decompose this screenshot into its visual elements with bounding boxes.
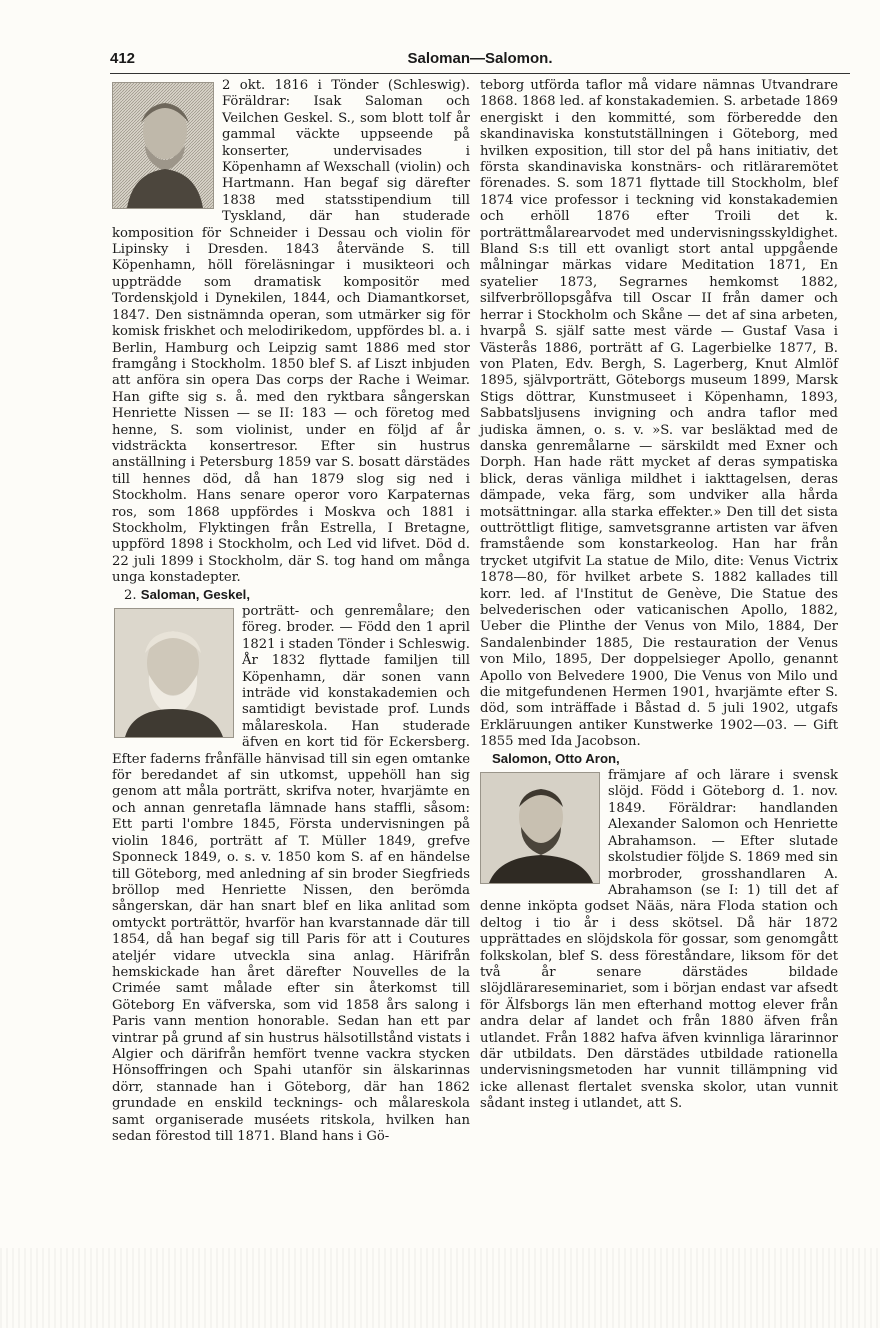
scan-texture xyxy=(0,1248,880,1328)
entry-3-heading xyxy=(480,751,838,768)
running-title: Saloman—Salomon. xyxy=(407,50,553,67)
portrait-icon xyxy=(114,608,234,738)
portrait-icon xyxy=(112,82,214,209)
entry-3-text: främjare af och lärare i svensk slöjd. Född i Göteborg d. 1. nov. 1849. Föräldrar: handlanden Alexander Salomon och Henriette Abrahamson. — Efter slutade skolstudier följde S. 1869 med sin morbroder, grosshandlaren A. Abrahamson (se I: 1) till det af denne inköpta godset Nääs, nära Floda station och deltog i tio år i dess skötsel. Då här 1872 upprättades en slöjdskola för gossar, som genomgått folkskolan, blef S. dess föreståndare, liksom för det två år senare därstädes bildade slöjdlärareseminariet, som i början endast var afsedt för Älfsborgs län men efterhand mottog elever från andra delar af landet och från 1880 äfven från utlandet. Från 1882 hafva äfven kvinnliga lärarinnor där utbildats. Den därstädes utbildade rationella undervisningsmetoden har vunnit tillämpning vid icke allenast flertalet svenska skolor, utan vunnit sådant insteg i utlandet, att S. xyxy=(480,768,838,1112)
portrait-icon xyxy=(480,772,600,884)
header-rule xyxy=(110,73,850,74)
entry-1-text: 2 okt. 1816 i Tönder (Schleswig). Föräldrar: Isak Saloman och Veilchen Geskel. S., som blott tolf år gammal väckte uppseende på konserter, undervisades i Köpenhamn af Wexschall (violin) och Hartmann. Han begaf sig därefter 1838 med statsstipendium till Tyskland, där han studerade komposition för Schneider i Dessau och violin för Lipinsky i Dresden. 1843 återvände S. till Köpenhamn, höll föreläsningar i musikteori och uppträdde som dramatisk kompositör med Tordenskjold i Dynekilen, 1844, och Diamantkorset, 1847. Den sistnämnda operan, som utmärker sig för komisk friskhet och melodirikedom, uppfördes bl. a. i Berlin, Hamburg och Leipzig samt 1886 med stor framgång i Stockholm. 1850 blef S. af Liszt inbjuden att anföra sin opera Das corps der Rache i Weimar. Han gifte sig s. å. med den ryktbara sångerskan Henriette Nissen — se II: 183 — och företog med henne, S. som violinist, under en följd af år vidsträckta konsertresor. Efter sin hustrus anställning i Petersburg 1859 var S. bosatt därstädes till hennes död, då han 1879 slog sig ned i Stockholm. Hans senare operor voro Karpaternas ros, som 1868 uppfördes i Moskva och 1881 i Stockholm, Flyktingen från Estrella, I Bretagne, uppförd 1898 i Stockholm, och Led vid lifvet. Död d. 22 juli 1899 i Stockholm, där S. tog hand om många unga konstadepter. xyxy=(112,78,470,586)
entry-2-text: porträtt- och genremålare; den föreg. broder. — Född den 1 april 1821 i staden Tönder i Schleswig. År 1832 flyttade familjen till Köpenhamn, där sonen vann inträde vid konstakademien och samtidigt bevistade prof. Lunds målareskola. Han studerade äfven en kort tid för Eckersberg. Efter faderns frånfälle hänvisad till sin egen omtanke för beredandet af sin utkomst, uppehöll han sig genom att måla porträtt, skrifva noter, hvarjämte en och annan genretafla lämnade hans staffli, såsom: Ett parti l'ombre 1845, Första undervisningen på violin 1846, porträtt af T. Müller 1849, grefve Sponneck 1849, o. s. v. 1850 kom S. af en händelse till Göteborg, med anledning af sin broder Siegfrieds bröllop med Henriette Nissen, den berömda sångerskan, där han snart blef en lika anlitad som omtyckt porträttör, hvarför han kvarstannade där till 1854, då han begaf sig till Paris för att i Coutures ateljér vidare utveckla sina anlag. Härifrån hemskickade han året därefter Nouvelles de la Crimée samt målade efter sin återkomst till Göteborg En väfverska, som vid 1858 års salong i Paris vann mention honorable. Sedan han ett par vintrar på grund af sin hustrus hälsotillstånd vistats i Algier och därifrån hemfört tvenne vackra stycken Hönsoffringen och Spahi utanför sin älskarinnas dörr, stannade han i Göteborg, där han 1862 grundade en enskild tecknings- och målareskola samt organiserade muséets ritskola, hvilken han sedan förestod till 1871. Bland hans i Gö- xyxy=(112,604,470,1144)
page-header xyxy=(110,50,850,72)
entry-2-name: Saloman, Geskel, xyxy=(140,586,251,602)
entry-2-continued-text: teborg utförda taflor må vidare nämnas Utvandrare 1868. 1868 led. af konstakademien. S. arbetade 1869 energiskt i den kommitté, som förberedde den skandinaviska konstutställningen i Göteborg, med hvilken exposition, till stor del på hans initiativ, det första skandinaviska konstnärs- och ritläraremötet förenades. S. som 1871 flyttade till Stockholm, blef 1874 vice professor i teckning vid konstakademien och erhöll 1876 efter Troili det k. porträttmålarearvodet med undervisningsskyldighet. Bland S:s till ett ovanligt stort antal uppgående målningar märkas vidare Meditation 1871, En syatelier 1873, Segrarnes hemkomst 1882, silfverbröllopsgåfva till Oscar II från damer och herrar i Stockholm och Skåne — det af sina arbeten, hvarpå S. själf satte mest värde — Gustaf Vasa i Västerås 1886, porträtt af G. Lagerbielke 1877, B. von Platen, Edv. Bergh, S. Lagerberg, Knut Almlöf 1895, självporträtt, Göteborgs museum 1899, Marsk Stigs döttrar, Kunstmuseet i Köpenhamn, 1893, Sabbatsljusens invigning och andra taflor med judiska ämnen, o. s. v. »S. var besläktad med de danska genremålarne — särskildt med Exner och Dorph. Han hade rätt mycket af deras sympatiska blick, deras vänliga mildhet i iakttagelsen, deras dämpade, veka färg, som undviker alla hårda motsättningar. alla starka effekter.» Den till det sista outtröttligt flitige, samvetsgranne artisten var äfven framstående som konstarkeolog. Han har från trycket utgifvit La statue de Milo, dite: Venus Victrix 1878—80, för hvilket arbete S. 1882 kallades till korr. led. af l'Institut de Genève, Die Statue des belvederischen oder vaticanischen Apollo, 1882, Ueber die Plinthe der Venus von Milo, 1884, Der Sandalenbinder 1885, Die restauration der Venus von Milo, 1895, Der doppelsieger Apollo, genannt Apollo von Belvedere 1900, Die Venus von Milo und die mitgefundenen Hermen 1901, hvarjämte efter S. död, som inträffade i Båstad d. 5 juli 1902, utgafs Erkläruungen antiker Kunstwerke 1902—03. — Gift 1855 med Ida Jacobson. xyxy=(480,78,838,750)
entry-2-number: 2. xyxy=(124,587,137,603)
page-number: 412 xyxy=(110,50,136,67)
left-column xyxy=(112,78,470,1145)
entry-2 xyxy=(112,587,470,604)
right-column xyxy=(480,78,838,1113)
entry-3-name: Salomon, Otto Aron, xyxy=(492,750,620,766)
